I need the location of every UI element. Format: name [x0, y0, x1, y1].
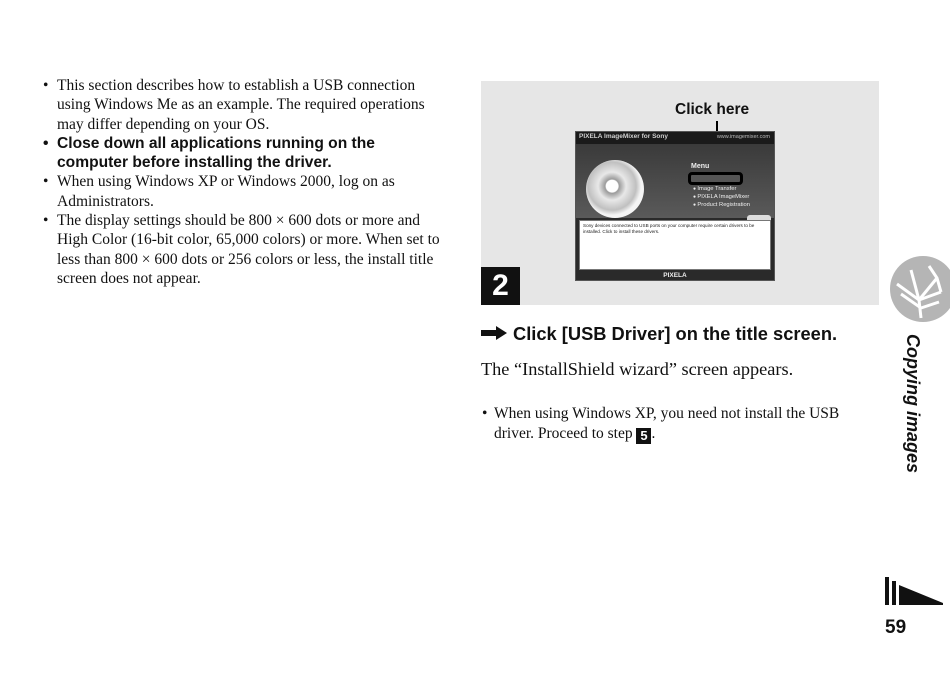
next-page-icon [885, 577, 943, 610]
installer-url: www.imagemixer.com [716, 134, 770, 140]
list-item: • When using Windows XP or Windows 2000, log on as Administrators. [40, 172, 450, 211]
step-result: The “InstallShield wizard” screen appears. [481, 359, 794, 379]
page-number: 59 [885, 617, 907, 638]
installer-menu-label: Menu [691, 163, 710, 170]
installer-titlebar [576, 132, 774, 144]
installer-title: PIXELA ImageMixer for Sony [579, 133, 668, 140]
callout-label: Click here [675, 101, 750, 118]
usb-driver-highlight[interactable] [688, 172, 743, 185]
left-column [40, 76, 450, 288]
cd-disc-icon [586, 160, 644, 218]
installer-menu-item[interactable]: ● PIXELA ImageMixer [693, 193, 750, 201]
installer-footer-logo: PIXELA [576, 270, 774, 281]
requirements-list [40, 76, 450, 288]
list-item [481, 404, 881, 444]
list-item: • Close down all applications running on the computer before installing the driver. [40, 134, 450, 173]
installer-message: Sony devices connected to USB ports on your computer require certain drivers to be installed. Click to install these drivers. [579, 220, 771, 270]
installer-menu-item[interactable]: ● Product Registration [693, 201, 750, 209]
step-number-badge: 2 [481, 267, 520, 305]
computer-grid-icon [889, 256, 950, 322]
installer-menu-item[interactable]: ● Image Transfer [693, 185, 750, 193]
installer-screenshot [575, 131, 775, 281]
list-item: • The display settings should be 800 × 600 dots or more and High Color (16-bit color, 65,000 colors) or more. When set to less than 800 × 600 dots or 256 colors or less, the install title screen does not appear. [40, 211, 450, 288]
step-heading [481, 323, 837, 345]
step-heading-text: Click [USB Driver] on the title screen. [513, 323, 838, 344]
installer-menu [693, 185, 750, 209]
note-suffix: . [651, 425, 656, 442]
step-note [481, 404, 881, 444]
installer-banner [576, 144, 774, 218]
step-reference-badge: 5 [636, 428, 651, 444]
section-label: Copying images [903, 334, 923, 474]
list-item: • This section describes how to establish a USB connection using Windows Me as an example. The required operations may differ depending on your OS. [40, 76, 450, 134]
note-text: When using Windows XP, you need not install the USB driver. Proceed to step [494, 405, 840, 442]
arrow-right-icon [481, 323, 507, 345]
